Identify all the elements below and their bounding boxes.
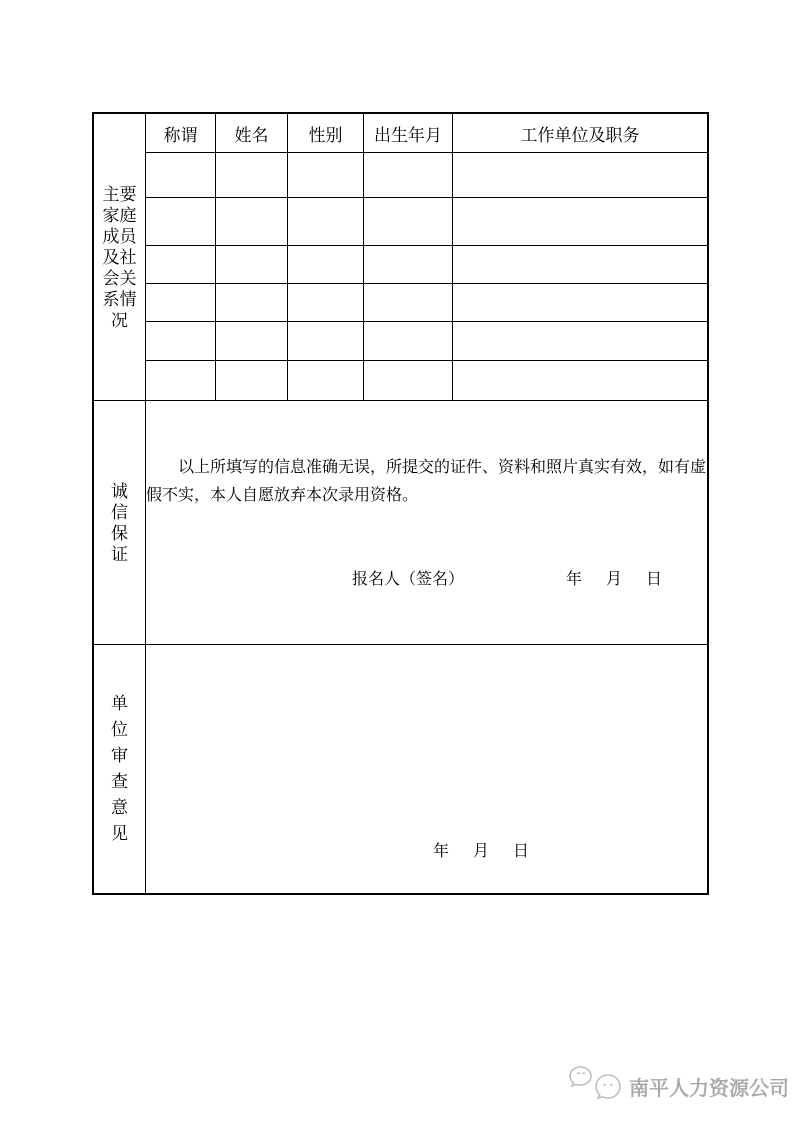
column-header-name: 姓名 [215, 114, 287, 152]
integrity-section-label: 诚信保证 [111, 481, 128, 564]
family-table-empty-cell [363, 152, 452, 197]
integrity-date-label: 年 月 日 [566, 571, 667, 588]
integrity-section [94, 400, 707, 644]
family-table-empty-cell [146, 197, 215, 245]
pledge-line-2: 假不实，本人自愿放弃本次录用资格。 [146, 487, 419, 504]
review-content-cell [146, 645, 707, 893]
family-table-empty-cell [146, 283, 215, 321]
family-table-empty-cell [452, 152, 707, 197]
family-table-empty-cell [287, 321, 363, 360]
brand-watermark [568, 1065, 789, 1107]
applicant-signature-label: 报名人（签名） [352, 571, 465, 588]
integrity-section-label-cell [94, 401, 146, 644]
family-section-label: 主要家庭成员及社会关系情况 [102, 184, 137, 330]
family-table-empty-cell [215, 245, 287, 283]
family-table-empty-cell [363, 245, 452, 283]
family-table-empty-cell [287, 283, 363, 321]
family-table-empty-cell [146, 245, 215, 283]
pledge-paragraph [146, 454, 706, 510]
family-table-empty-cell [215, 283, 287, 321]
column-header-workunit: 工作单位及职务 [452, 114, 707, 152]
integrity-content-cell [146, 401, 707, 644]
pledge-line-1: 以上所填写的信息准确无误，所提交的证件、资料和照片真实有效，如有虚 [178, 459, 707, 476]
family-table-empty-cell [452, 283, 707, 321]
family-table-empty-cell [452, 245, 707, 283]
family-table-empty-cell [215, 197, 287, 245]
family-table-empty-cell [452, 197, 707, 245]
family-table-empty-cell [287, 245, 363, 283]
review-date-label: 年 月 日 [433, 843, 534, 860]
chat-bubbles-icon [568, 1065, 622, 1107]
family-table-empty-cell [215, 152, 287, 197]
family-table-empty-cell [363, 321, 452, 360]
family-table-empty-cell [363, 283, 452, 321]
family-table-empty-cell [363, 197, 452, 245]
family-table-empty-cell [452, 321, 707, 360]
family-section [94, 114, 707, 400]
column-header-relation: 称谓 [163, 125, 198, 145]
family-table-empty-cell [363, 360, 452, 400]
family-table-empty-cell [146, 152, 215, 197]
family-table-empty-cell [215, 360, 287, 400]
review-section-label: 单位审查意见 [111, 694, 128, 843]
column-header-birthdate: 出生年月 [363, 114, 452, 152]
family-table-empty-cell [146, 321, 215, 360]
family-table-empty-cell [215, 321, 287, 360]
column-header-gender: 性别 [287, 114, 363, 152]
review-section-label-cell [94, 645, 146, 893]
family-table-empty-cell [287, 152, 363, 197]
family-table-empty-cell [452, 360, 707, 400]
family-section-label-cell [94, 114, 146, 400]
family-table-empty-cell [146, 360, 215, 400]
application-form-table [92, 112, 709, 895]
brand-name: 南平人力资源公司 [629, 1077, 789, 1100]
family-table-empty-cell [287, 197, 363, 245]
family-table-empty-cell [287, 360, 363, 400]
review-section [94, 644, 707, 893]
